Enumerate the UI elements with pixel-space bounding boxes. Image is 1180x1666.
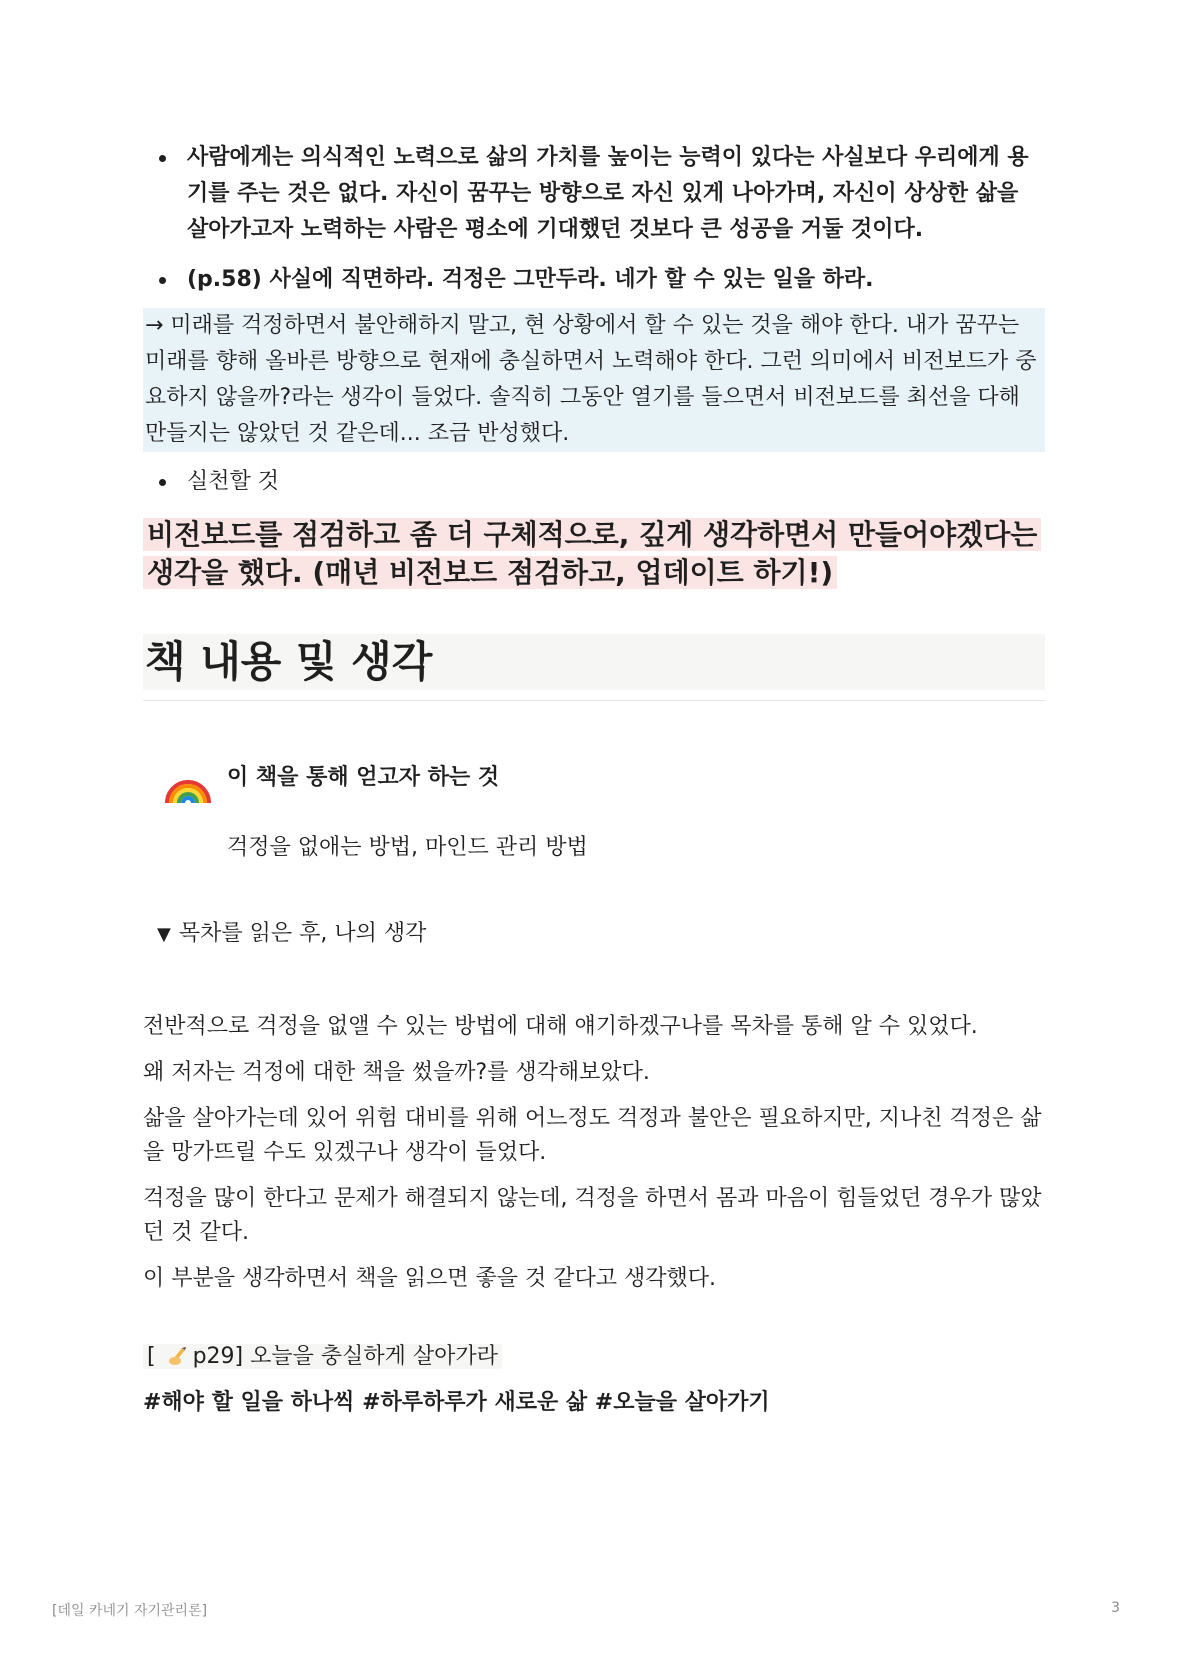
practice-text: 비전보드를 점검하고 좀 더 구체적으로, 깊게 생각하면서 만들어야겠다는 생각을 했다. (매년 비전보드 점검하고, 업데이트 하기!): [143, 518, 1041, 589]
quote-line: [143, 1340, 1045, 1374]
bullet-quote-2: (p.58) 사실에 직면하라. 걱정은 그만두라. 네가 할 수 있는 일을 하라.: [143, 262, 1045, 298]
page-content: [143, 140, 1045, 1420]
page-number: 3: [1111, 1600, 1120, 1616]
bullet-quote-1: 사람에게는 의식적인 노력으로 삶의 가치를 높이는 능력이 있다는 사실보다 우리에게 용기를 주는 것은 없다. 자신이 꿈꾸는 방향으로 자신 있게 나아가며, 자신이 상상한 삶을 살아가고자 노력하는 사람은 평소에 기대했던 것보다 큰 성공을 거둘 것이다.: [143, 140, 1045, 248]
paragraph-5: 이 부분을 생각하면서 책을 읽으면 좋을 것 같다고 생각했다.: [143, 1266, 716, 1291]
section-heading: 책 내용 및 생각: [143, 634, 1045, 690]
quote-text: p29] 오늘을 충실하게 살아가라: [192, 1344, 498, 1369]
paragraph-1: 전반적으로 걱정을 없앨 수 있는 방법에 대해 얘기하겠구나를 목차를 통해 알 수 있었다.: [143, 1014, 978, 1039]
paragraph-2: 왜 저자는 걱정에 대한 책을 썼을까?를 생각해보았다.: [143, 1060, 650, 1085]
toggle-label: 목차를 읽은 후, 나의 생각: [178, 921, 427, 946]
triangle-down-icon[interactable]: ▼: [157, 924, 171, 945]
callout-block: [143, 757, 1045, 887]
quote-open-bracket: [: [147, 1344, 156, 1369]
hashtags: #해야 할 일을 하나씩 #하루하루가 새로운 삶 #오늘을 살아가기: [143, 1390, 770, 1415]
callout-body: 걱정을 없애는 방법, 마인드 관리 방법: [227, 835, 588, 860]
rainbow-icon: [163, 757, 213, 807]
paragraph-4: 걱정을 많이 한다고 문제가 해결되지 않는데, 걱정을 하면서 몸과 마음이 힘들었던 경우가 많았던 것 같다.: [143, 1186, 1042, 1245]
paragraph-3: 삶을 살아가는데 있어 위험 대비를 위해 어느정도 걱정과 불안은 필요하지만, 지나친 걱정은 삶을 망가뜨릴 수도 있겠구나 생각이 들었다.: [143, 1106, 1042, 1165]
writing-hand-icon: [167, 1344, 189, 1366]
bullet-practice: 실천할 것: [143, 464, 1045, 500]
toggle-block[interactable]: [143, 917, 1045, 952]
callout-title: 이 책을 통해 얻고자 하는 것: [227, 765, 500, 790]
heading-divider: [143, 700, 1045, 701]
practice-highlight: [143, 516, 1045, 592]
reflection-text: → 미래를 걱정하면서 불안해하지 말고, 현 상황에서 할 수 있는 것을 해야 한다. 내가 꿈꾸는 미래를 향해 올바른 방향으로 현재에 충실하면서 노력해야 한다. 그런 의미에서 비전보드가 중요하지 않을까?라는 생각이 들었다. 솔직히 그동안 열기를 들으면서 비전보드를 최선을 다해 만들지는 않았던 것 같은데... 조금 반성했다.: [143, 308, 1045, 452]
footer-title: [데일 카네기 자기관리론]: [52, 1603, 208, 1619]
